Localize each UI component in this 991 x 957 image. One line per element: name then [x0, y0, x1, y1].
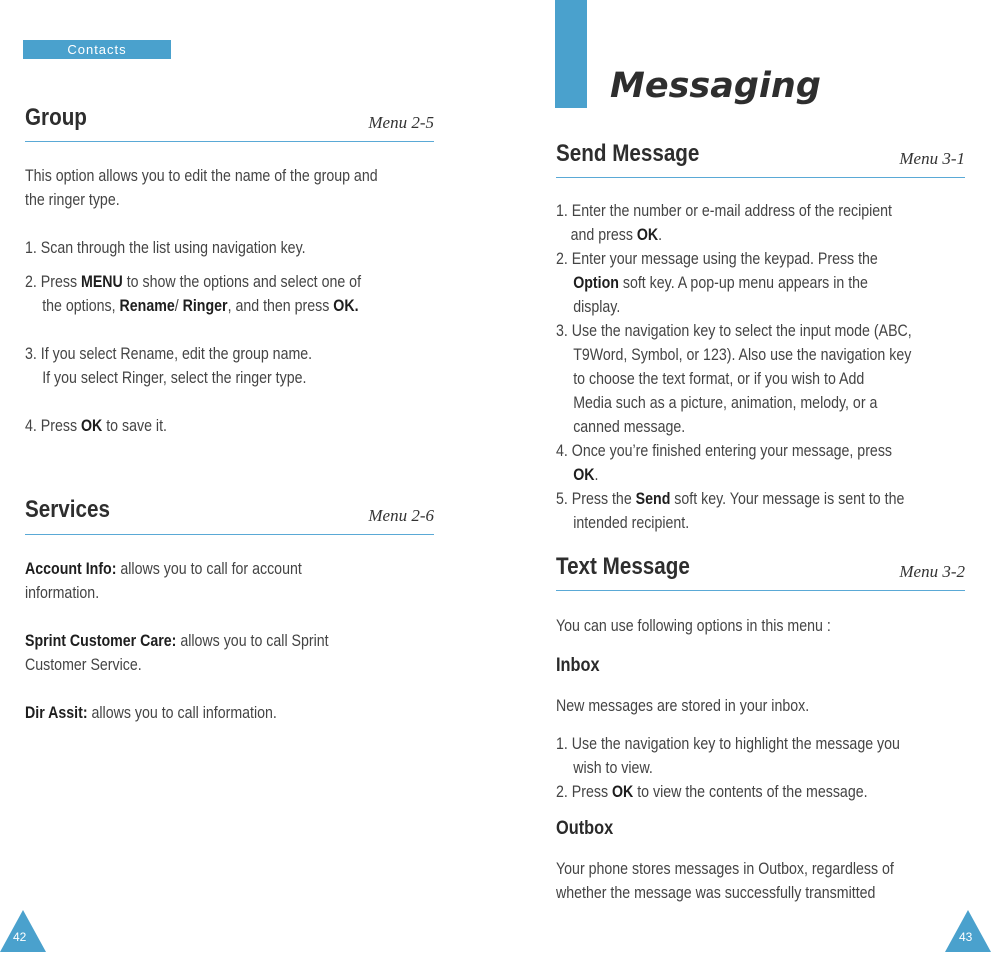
text-message-heading: Text Message: [556, 553, 690, 580]
chapter-bar: [555, 0, 587, 108]
services-rule: [25, 534, 434, 535]
inbox-heading: Inbox: [556, 655, 600, 676]
send-message-body: 1. Enter the number or e-mail address of the recipient and press OK. 2. Enter your message using the keypad. Press the Option soft key. A pop-up menu appears in the display. 3. Use the navigation key to select the input mode (ABC, T9Word, Symbol, or 123). Also use the navigation key to choose the text format, or if you wish to Add Media such as a picture, animation, melody, or a canned message. 4. Once you’re finished entering your message, press OK. 5. Press the Send soft key. Your message is sent to the intended recipient.: [556, 202, 912, 532]
group-menu-ref: Menu 2-5: [368, 113, 434, 132]
outbox-heading: Outbox: [556, 818, 614, 839]
text-message-intro: You can use following options in this menu :: [556, 617, 831, 635]
text-message-menu-ref: Menu 3-2: [899, 562, 965, 581]
section-tab: Contacts: [23, 40, 171, 59]
services-menu-ref: Menu 2-6: [368, 506, 434, 525]
services-body: Account Info: allows you to call for account information. Sprint Customer Care: allows you to call Sprint Customer Service. Dir Assit: allows you to call information.: [25, 560, 329, 722]
text-message-rule: [556, 590, 965, 591]
group-heading: Group: [25, 104, 87, 131]
send-message-rule: [556, 177, 965, 178]
page-number-right: 43: [959, 930, 973, 944]
inbox-steps: 1. Use the navigation key to highlight the message you wish to view. 2. Press OK to view the contents of the message.: [556, 735, 900, 801]
services-heading: Services: [25, 496, 110, 523]
send-message-heading: Send Message: [556, 140, 700, 167]
group-rule: [25, 141, 434, 142]
chapter-title: Messaging: [610, 66, 821, 106]
inbox-description: New messages are stored in your inbox.: [556, 697, 810, 715]
send-message-menu-ref: Menu 3-1: [899, 149, 965, 168]
outbox-description: Your phone stores messages in Outbox, regardless of whether the message was successfully transmitted: [556, 860, 894, 902]
group-body: This option allows you to edit the name of the group and the ringer type. 1. Scan through the list using navigation key. 2. Press MENU to show the options and select one of the options, Rename/ Ringer, and then press OK. 3. If you select Rename, edit the group name. If you select Ringer, select the ringer type. 4. Press OK to save it.: [25, 167, 378, 435]
page-number-left: 42: [13, 930, 27, 944]
